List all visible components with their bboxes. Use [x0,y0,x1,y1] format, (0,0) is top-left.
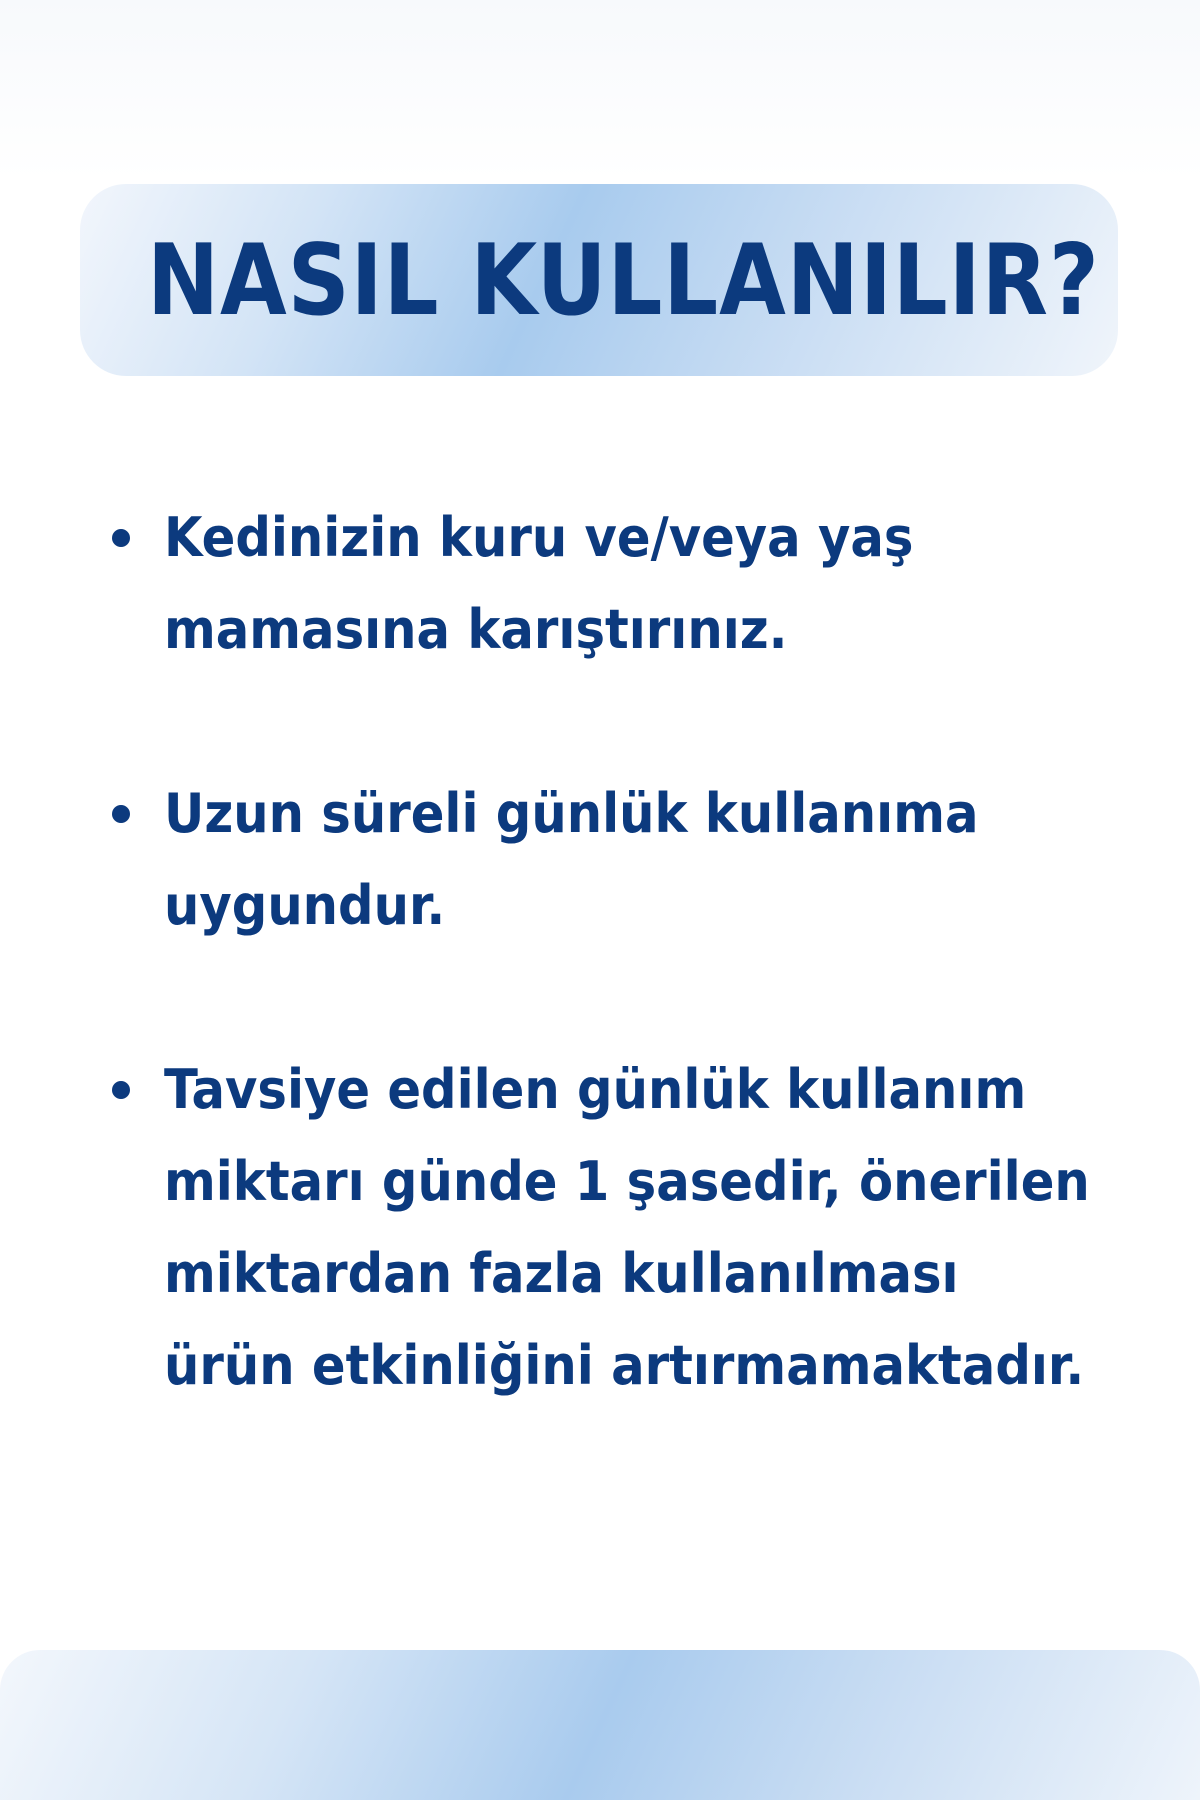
list-item-text: Uzun süreli günlük kullanıma uygundur. [164,782,979,937]
list-item-text: Kedinizin kuru ve/veya yaş mamasına karıştırınız. [164,506,914,661]
bullet-icon [112,1081,130,1099]
bullet-icon [112,529,130,547]
list-item-text: Tavsiye edilen günlük kullanım miktarı günde 1 şasedir, önerilen miktardan fazla kullanılması ürün etkinliğini artırmamaktadır. [164,1058,1090,1397]
bottom-decorative-band [0,1650,1200,1800]
page-title: NASIL KULLANILIR? [147,224,1100,338]
bullet-icon [112,805,130,823]
